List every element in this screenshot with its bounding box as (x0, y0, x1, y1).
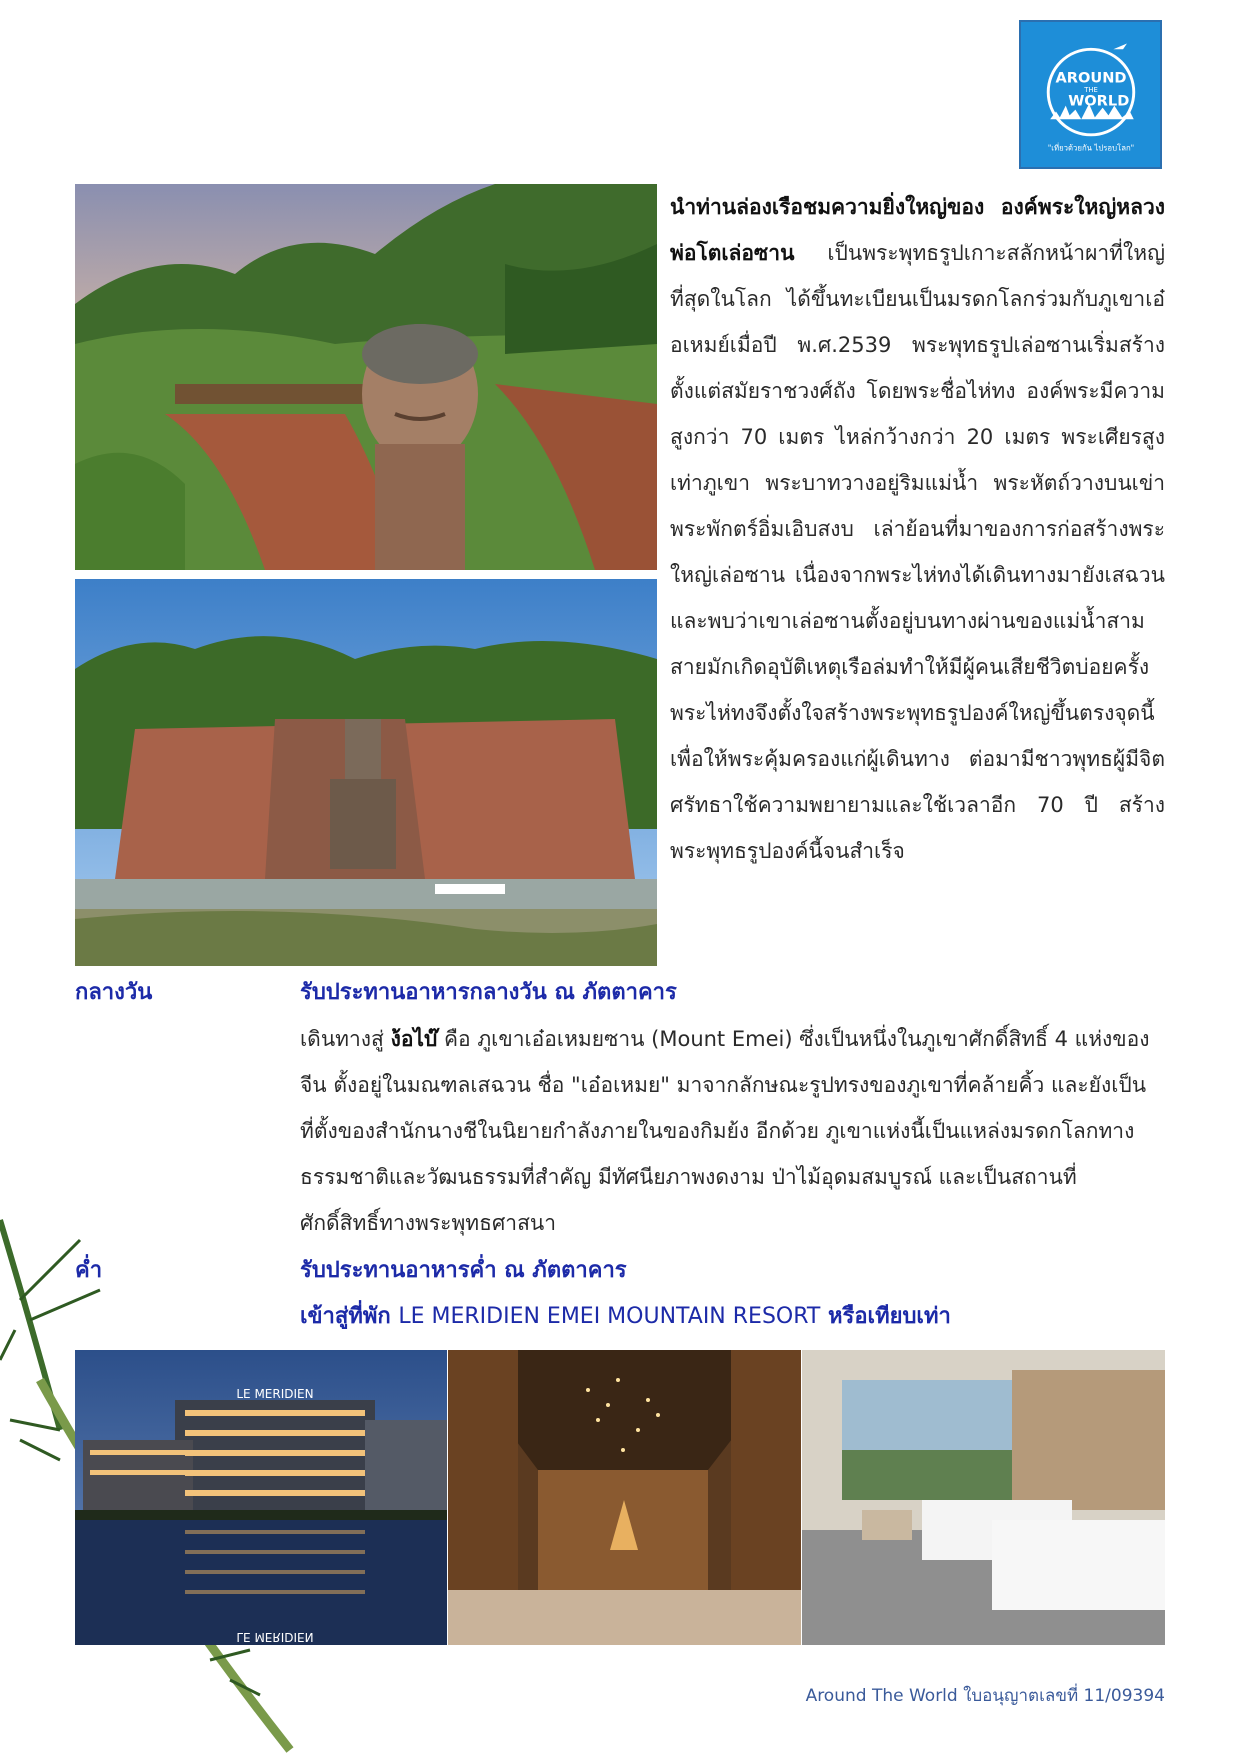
emei-desc-bold: ง้อไบ๊ (390, 1027, 438, 1051)
hotel-sign: LE MERIDIEN (236, 1387, 314, 1401)
hotel-exterior-photo (75, 1350, 447, 1645)
leshan-buddha-river-photo (75, 579, 657, 966)
logo-line1: AROUND (1055, 69, 1127, 87)
lunch-label: กลางวัน (75, 980, 153, 1005)
intro-bold-lead: นำท่านล่องเรือชมความยิ่งใหญ่ของ องค์พระใหญ่หลวงพ่อโตเล่อซาน (670, 195, 1165, 265)
hotel-post: หรือเทียบเท่า (820, 1304, 951, 1329)
company-logo (1019, 20, 1162, 169)
emei-desc-pre: เดินทางสู่ (300, 1027, 391, 1051)
leshan-buddha-closeup-photo (75, 184, 657, 570)
footer-license: Around The World ใบอนุญาตเลขที่ 11/09394 (805, 1686, 1165, 1706)
dinner-label: ค่ำ (75, 1258, 103, 1283)
hotel-name: LE MERIDIEN EMEI MOUNTAIN RESORT (398, 1304, 821, 1329)
hotel-line (300, 1294, 951, 1340)
intro-paragraph (670, 184, 1165, 874)
hotel-lobby-photo (448, 1350, 801, 1645)
intro-body: เป็นพระพุทธรูปเกาะสลักหน้าผาที่ใหญ่ที่สุดในโลก ได้ขึ้นทะเบียนเป็นมรดกโลกร่วมกับภูเขาเอ๋อเหมย์เมื่อปี พ.ศ.2539 พระพุทธรูปเล่อซานเริ่มสร้างตั้งแต่สมัยราชวงศ์ถัง โดยพระชื่อไห่ทง องค์พระมีความสูงกว่า 70 เมตร ไหล่กว้างกว่า 20 เมตร พระเศียรสูง เท่าภูเขา พระบาทวางอยู่ริมแม่น้ำ พระหัตถ์วางบนเข่า พระพักตร์อิ่มเอิบสงบ เล่าย้อนที่มาของการก่อสร้างพระใหญ่เล่อซาน เนื่องจากพระไห่ทงได้เดินทางมายังเสฉวน และพบว่าเขาเล่อซานตั้งอยู่บนทางผ่านของแม่น้ำสามสายมักเกิดอุบัติเหตุเรือล่มทำให้มีผู้คนเสียชีวิตบ่อยครั้ง พระไห่ทงจึงตั้งใจสร้างพระพุทธรูปองค์ใหญ่ขึ้นตรงจุดนี้เพื่อให้พระคุ้มครองแก่ผู้เดินทาง ต่อมามีชาวพุทธผู้มีจิตศรัทธาใช้ความพยายามและใช้เวลาอีก 70 ปี สร้างพระพุทธรูปองค์นี้จนสำเร็จ (670, 241, 1165, 863)
emei-description (300, 1016, 1150, 1246)
hotel-pre: เข้าสู่ที่พัก (300, 1304, 399, 1329)
emei-desc-post: คือ ภูเขาเอ๋อเหมยซาน (Mount Emei) ซึ่งเป็นหนึ่งในภูเขาศักดิ์สิทธิ์ 4 แห่งของจีน ตั้งอยู่ในมณฑลเสฉวน ชื่อ "เอ๋อเหมย" มาจากลักษณะรูปทรงของภูเขาที่คล้ายคิ้ว และยังเป็นที่ตั้งของสำนักนางชีในนิยายกำลังภายในของกิมย้ง อีกด้วย ภูเขาแห่งนี้เป็นแหล่งมรดกโลกทางธรรมชาติและวัฒนธรรมที่สำคัญ มีทัศนียภาพงดงาม ป่าไม้อุดมสมบูรณ์ และเป็นสถานที่ศักดิ์สิทธิ์ทางพระพุทธศาสนา (300, 1027, 1150, 1235)
lunch-title: รับประทานอาหารกลางวัน ณ ภัตตาคาร (300, 980, 677, 1005)
hotel-sign-reflection: LE MERIDIEN (236, 1630, 314, 1644)
dinner-title: รับประทานอาหารค่ำ ณ ภัตตาคาร (300, 1258, 627, 1283)
logo-line2: THE (1084, 86, 1098, 95)
logo-line3: WORLD (1068, 92, 1130, 110)
globe-landmarks-icon (1021, 22, 1160, 167)
logo-tagline: "เที่ยวด้วยกัน ไปรอบโลก" (1047, 143, 1135, 153)
hotel-room-photo (802, 1350, 1165, 1645)
